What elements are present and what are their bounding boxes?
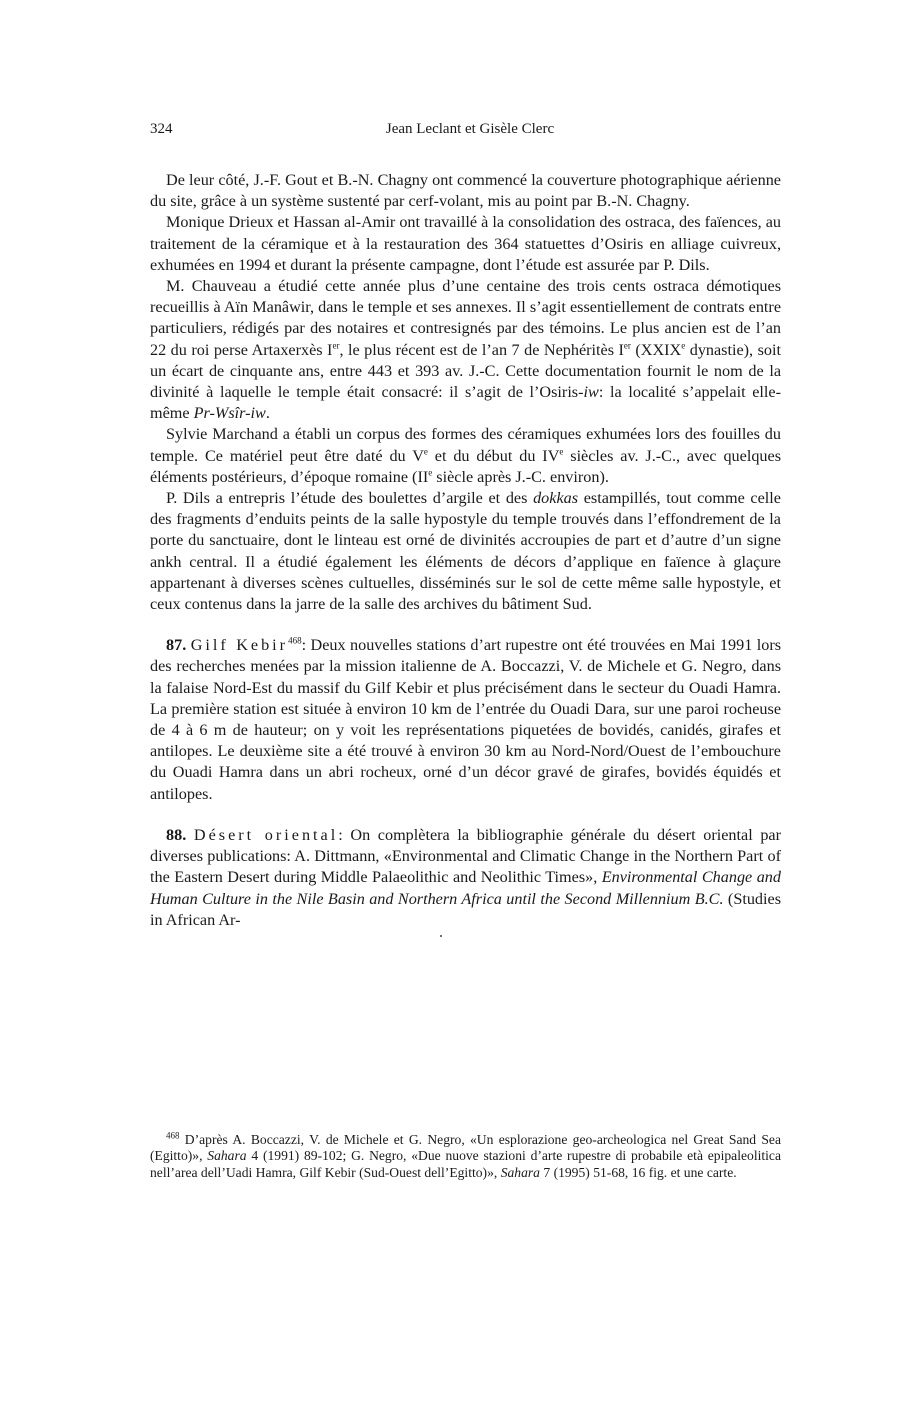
page-number: 324 [150, 121, 173, 137]
section-title: Désert oriental [193, 825, 339, 844]
running-head: Jean Leclant et Gisèle Clerc [385, 121, 555, 137]
section-87-gilf-kebir: 87. Gilf Kebir$^{468}$: Deux nouvelles stations d’art rupestre ont été trouvées en Mai 1991 lors des recherches menées par la mission italienne de A. Boccazzi, V. de Michele et G. Negro, dans la falaise Nord-Est du massif du Gilf Kebir et plus précisément dans le secteur du Ouadi Hamra. La première station est située à environ 10 km de l’entrée du Ouadi Dara, sur une paroi rocheuse de 4 à 6 m de hauteur; on y voit les représentations piquetées de bovidés, canidés, girafes et antilopes. Le deuxième site a été trouvé à environ 30 km au Nord-Nord/Ouest de l’embouchure du Ouadi Hamra dans un abri rocheux, orné d’un décor gravé de girafes, bovidés équidés et antilopes. [150, 635, 782, 803]
section-title: Gilf Kebir [190, 636, 289, 655]
footnote-468: $^{468}$ D’après A. Boccazzi, V. de Michele et G. Negro, «Un esplorazione geo-archeologica nel Great Sand Sea (Egitto)», Sahara 4 (1991) 89-102; G. Negro, «Due nuove stazioni d’arte rupestre di probabile età epipaleolitica nell’area dell’Uadi Hamra, Gilf Kebir (Sud-Ouest dell’Egitto)», Sahara 7 (1995) 51-68, 16 fig. et une carte. [150, 1130, 781, 1180]
footnote-mark: 468 [166, 1130, 180, 1141]
section-number: 88. [166, 825, 187, 844]
stray-mark [440, 935, 442, 937]
paragraph-marchand: Sylvie Marchand a établi un corpus des formes des céramiques exhumées lors des fouilles du temple. Ce matériel peut être daté du Ve et du début du IVe siècles av. J.-C., avec quelques éléments postérieurs, d’époque romaine (IIe siècle après J.-C. environ). [150, 425, 782, 486]
paragraph-chauveau: M. Chauveau a étudié cette année plus d’une centaine des trois cents ostraca démotiques recueillis à Aïn Manâwir, dans le temple et ses annexes. Il s’agit essentiellement de contrats entre particuliers, rédigés par des notaires et contresignés par des témoins. Le plus ancien est de l’an 22 du roi perse Artaxerxès Ier, le plus récent est de l’an 7 de Nephéritès Ier (XXIXe dynastie), soit un écart de cinquante ans, entre 443 et 393 av. J.-C. Cette documentation fournit le nom de la divinité à laquelle le temple était consacré: il s’agit de l’Osiris-iw: la localité s’appelait elle-même Pr-Wsîr-iw. [150, 277, 782, 423]
paragraph-dils: P. Dils a entrepris l’étude des boulettes d’argile et des dokkas estampillés, tout comme celle des fragments d’enduits peints de la salle hypostyle du temple trouvés dans l’effondrement de la porte du sanctuaire, dont le linteau est orné de divinités accroupies de part et d’autre d’un signe ankh central. Il a étudié également les éléments de décors d’applique en faïence à glaçure appartenant à diverses scènes cultuelles, disséminés sur le sol de cette même salle hypostyle, et ceux contenus dans la jarre de la salle des archives du bâtiment Sud. [150, 489, 781, 614]
footnote-ref: 468 [288, 635, 302, 646]
page-header [150, 118, 790, 140]
paragraph-drieux-amir: Monique Drieux et Hassan al-Amir ont travaillé à la consolidation des ostraca, des faïences, au traitement de la céramique et à la restauration des 364 statuettes d’Osiris en alliage cuivreux, exhumées en 1994 et durant la présente campagne, dont l’étude est assurée par P. Dils. [150, 213, 781, 274]
section-number: 87. [166, 636, 187, 655]
section-88-desert-oriental: 88. Désert oriental: On complètera la bibliographie générale du désert oriental par diverses publications: A. Dittmann, «Environmental and Climatic Change in the Northern Part of the Eastern Desert during Middle Palaeolithic and Neolithic Times», Environmental Change and Human Culture in the Nile Basin and Northern Africa until the Second Millennium B.C. (Studies in African Ar- [150, 825, 782, 929]
main-text [150, 170, 781, 931]
paragraph-gout-chagny: De leur côté, J.-F. Gout et B.-N. Chagny ont commencé la couverture photographique aérienne du site, grâce à un système sustenté par cerf-volant, mis au point par B.-N. Chagny. [150, 171, 781, 211]
